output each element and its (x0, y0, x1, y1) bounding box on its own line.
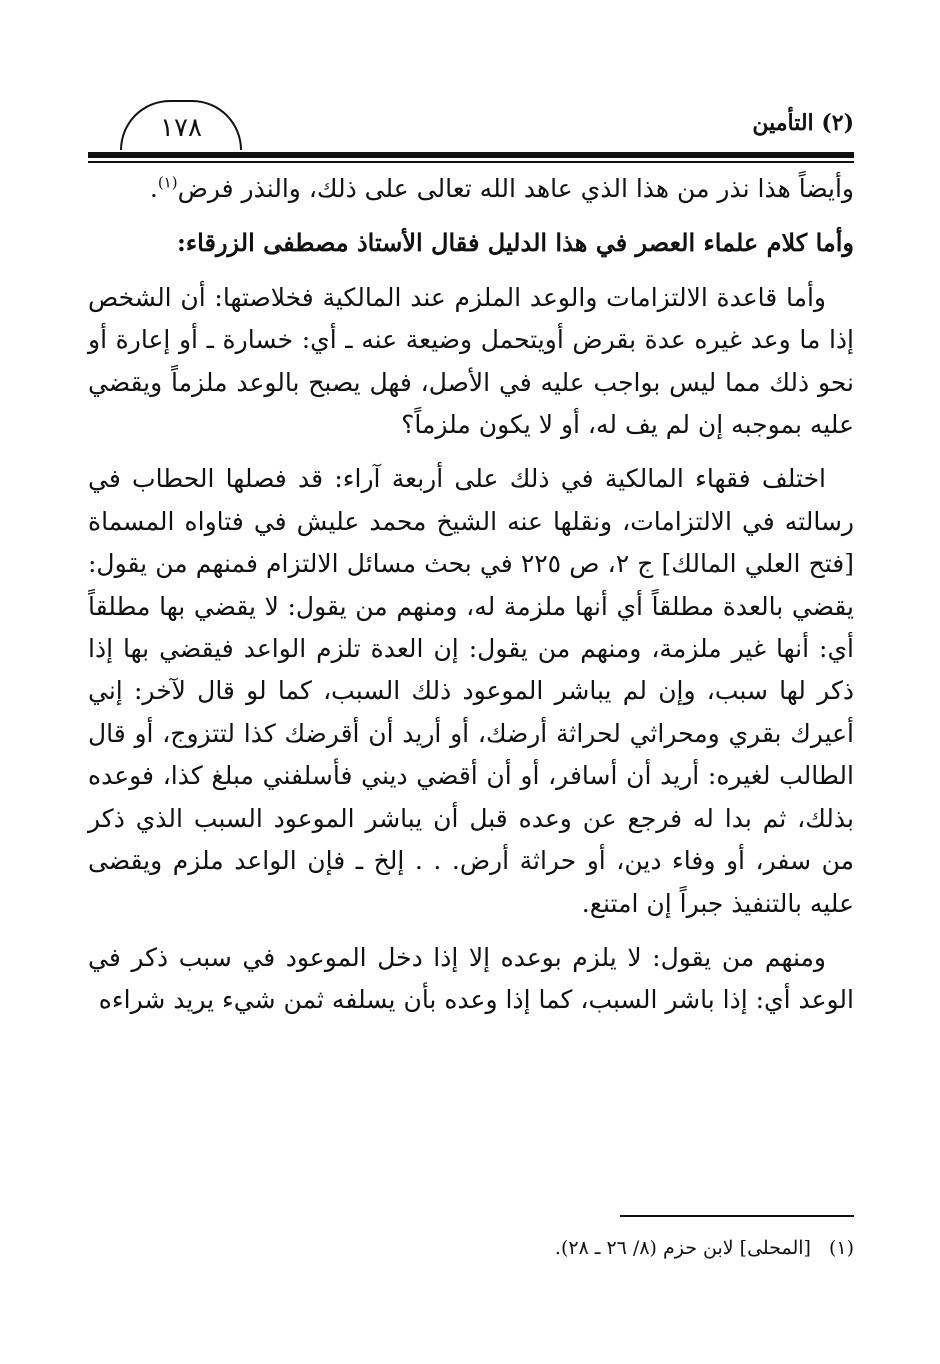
paragraph-1-text: وأيضاً هذا نذر من هذا الذي عاهد الله تعالى على ذلك، والنذر فرض (177, 174, 854, 203)
paragraph-5: ومنهم من يقول: لا يلزم بوعده إلا إذا دخل الموعود في سبب ذكر في الوعد أي: إذا باشر السبب، كما إذا وعده بأن يسلفه ثمن شيء يريد شراءه (88, 942, 854, 1015)
running-title: (٢) التأمين (752, 110, 854, 136)
footnote-separator (620, 1215, 854, 1217)
paragraph-3: وأما قاعدة الالتزامات والوعد الملزم عند المالكية فخلاصتها: أن الشخص إذا ما وعد غيره عدة بقرض أويتحمل وضيعة عنه ـ أي: خسارة ـ أو إعارة أو نحو ذلك مما ليس بواجب عليه في الأصل، فهل يصبح بالوعد ملزماً ويقضي عليه بموجبه إن لم يف له، أو لا يكون ملزماً؟ (88, 282, 854, 440)
paragraph-2-heading: وأما كلام علماء العصر في هذا الدليل فقال الأستاذ مصطفى الزرقاء: (177, 228, 854, 258)
paragraph-1 (88, 168, 854, 210)
footnote-number: (١) (828, 1237, 854, 1259)
header-rule-thin (88, 161, 854, 163)
page-number: ١٧٨ (120, 100, 242, 150)
paragraph-4: اختلف فقهاء المالكية في ذلك على أربعة آراء: قد فصلها الحطاب في رسالته في الالتزامات، ونقلها عنه الشيخ محمد عليش في فتاواه المسماة [فتح العلي المالك] ج ٢، ص ٢٢٥ في بحث مسائل الالتزام فمنهم من يقول: يقضي بالعدة مطلقاً أي أنها ملزمة له، ومنهم من يقول: لا يقضي بها مطلقاً أي: أنها غير ملزمة، ومنهم من يقول: إن العدة تلزم الواعد فيقضي بها إذا ذكر لها سبب، وإن لم يباشر الموعود ذلك السبب، كما لو قال لآخر: إني أعيرك بقري ومحراثي لحراثة أرضك، أو أريد أن أقرضك كذا لتتزوج، أو قال الطالب لغيره: أريد أن أسافر، أو أن أقضي ديني فأسلفني مبلغ كذا، فوعده بذلك، ثم بدا له فرجع عن وعده قبل أن يباشر الموعود السبب الذي ذكر من سفر، أو وفاء دين، أو حراثة أرض. . . إلخ ـ فإن الواعد ملزم ويقضى عليه بالتنفيذ جبراً إن امتنع. (88, 464, 855, 918)
main-text (88, 168, 854, 1034)
header-rule-thick (88, 152, 854, 158)
paragraph-1-end: . (149, 174, 158, 203)
footnote-reference[interactable]: (١) (157, 173, 178, 192)
footnote (88, 1232, 854, 1264)
footnote-text: [المحلى] لابن حزم (٨/ ٢٦ ـ ٢٨). (554, 1237, 811, 1259)
